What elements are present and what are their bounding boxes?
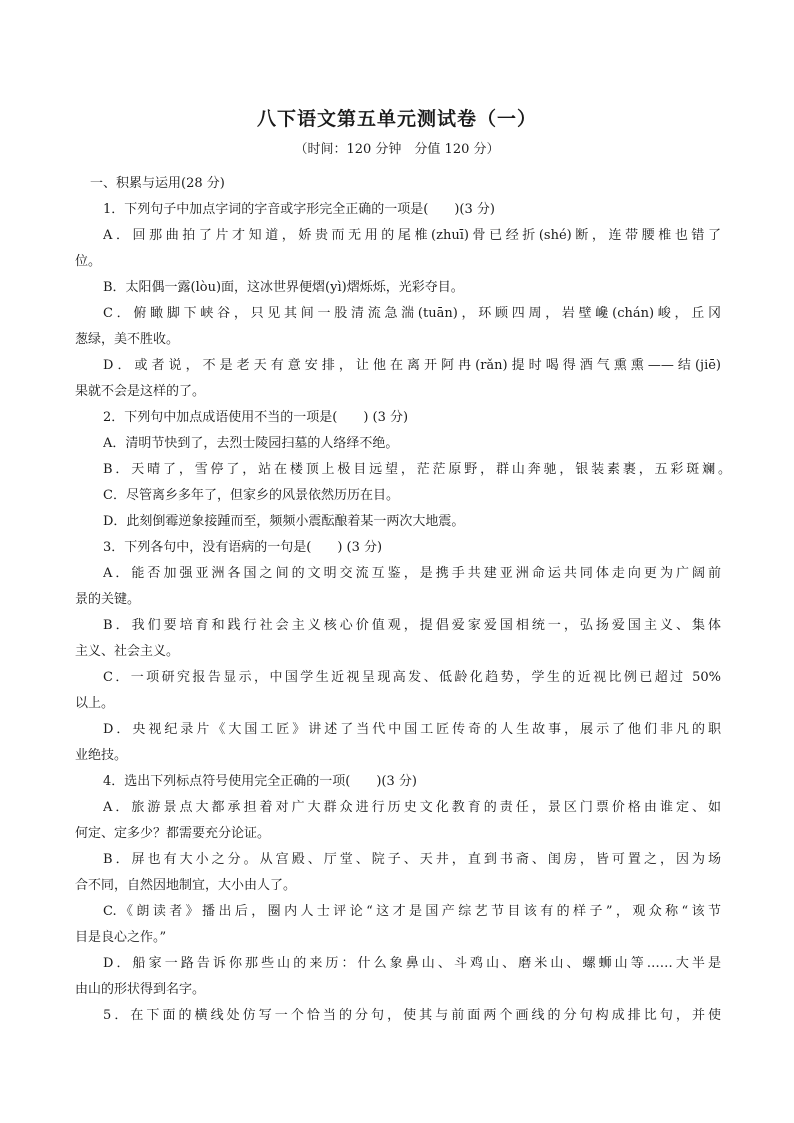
question-3-option-b: B．我们要培育和践行社会主义核心价值观，提倡爱家爱国相统一，弘扬爱国主义、集体 (103, 618, 721, 633)
question-4-stem: 4．选出下列标点符号使用完全正确的一项( )(3 分) (103, 774, 417, 789)
question-4-option-c-cont: 目是良心之作。” (75, 930, 167, 945)
question-2-option-b: B．天晴了，雪停了，站在楼顶上极目远望，茫茫原野，群山奔驰，银装素裹，五彩斑斓。 (103, 462, 731, 477)
question-2-option-a: A．清明节快到了，去烈士陵园扫墓的人络绎不绝。 (103, 436, 399, 451)
question-3-option-a-cont: 景的关键。 (75, 592, 141, 607)
question-4-option-c: C.《朗读者》播出后，圈内人士评论“这才是国产综艺节目该有的样子”，观众称“该节 (103, 904, 721, 919)
question-2-stem: 2．下列句中加点成语使用不当的一项是( ) (3 分) (103, 410, 409, 425)
question-1-option-d: D．或者说，不是老天有意安排，让他在离开阿冉(rǎn)提时喝得酒气熏熏——结(jiē) (103, 358, 721, 373)
question-4-option-b: B．屏也有大小之分。从宫殿、厅堂、院子、天井，直到书斋、闺房，皆可置之，因为场 (103, 852, 721, 867)
question-1-stem: 1．下列句子中加点字词的字音或字形完全正确的一项是( )(3 分) (103, 202, 495, 217)
question-3-option-c: C．一项研究报告显示，中国学生近视呈现高发、低龄化趋势，学生的近视比例已超过 50% (103, 670, 721, 685)
section-heading: 一、积累与运用(28 分) (90, 176, 225, 191)
question-1-option-c: C．俯瞰脚下峡谷，只见其间一股清流急湍(tuān)，环顾四周，岩壁巉(chán)峻，丘冈 (103, 306, 721, 321)
question-3-option-d: D．央视纪录片《大国工匠》讲述了当代中国工匠传奇的人生故事，展示了他们非凡的职 (103, 722, 721, 737)
question-1-option-a-cont: 位。 (75, 254, 102, 269)
page-title: 八下语文第五单元测试卷（一） (256, 108, 537, 130)
question-4-option-d: D．船家一路告诉你那些山的来历：什么象鼻山、斗鸡山、磨米山、螺蛳山等……大半是 (103, 956, 721, 971)
question-3-stem: 3．下列各句中，没有语病的一句是( ) (3 分) (103, 540, 383, 555)
question-5-stem: 5．在下面的横线处仿写一个恰当的分句，使其与前面两个画线的分句构成排比句，并使 (103, 1008, 721, 1023)
page-subtitle: （时间：120 分钟 分值 120 分） (294, 142, 500, 157)
question-2-option-c: C．尽管离乡多年了，但家乡的风景依然历历在目。 (103, 488, 399, 503)
question-2-option-d: D．此刻倒霉逆象接踵而至，频频小震酝酿着某一两次大地震。 (103, 514, 465, 529)
question-3-option-d-cont: 业绝技。 (75, 748, 128, 763)
question-1-option-a: A．回那曲拍了片才知道，娇贵而无用的尾椎(zhuī)骨已经折(shé)断，连带腰椎也错了 (103, 228, 721, 243)
question-3-option-c-cont: 以上。 (75, 696, 115, 711)
question-4-option-d-cont: 由山的形状得到名字。 (75, 982, 206, 997)
question-1-option-b: B．太阳偶一露(lòu)面，这冰世界便熠(yì)熠烁烁，光彩夺目。 (103, 280, 464, 295)
question-4-option-a-cont: 何定、定多少？都需要充分论证。 (75, 826, 271, 841)
question-1-option-c-cont: 葱绿，美不胜收。 (75, 332, 180, 347)
question-4-option-a: A．旅游景点大都承担着对广大群众进行历史文化教育的责任，景区门票价格由谁定、如 (103, 800, 721, 815)
question-3-option-a: A．能否加强亚洲各国之间的文明交流互鉴，是携手共建亚洲命运共同体走向更为广阔前 (103, 566, 721, 581)
question-4-option-b-cont: 合不同，自然因地制宜，大小由人了。 (75, 878, 297, 893)
question-3-option-b-cont: 主义、社会主义。 (75, 644, 180, 659)
question-1-option-d-cont: 果就不会是这样的了。 (75, 384, 206, 399)
